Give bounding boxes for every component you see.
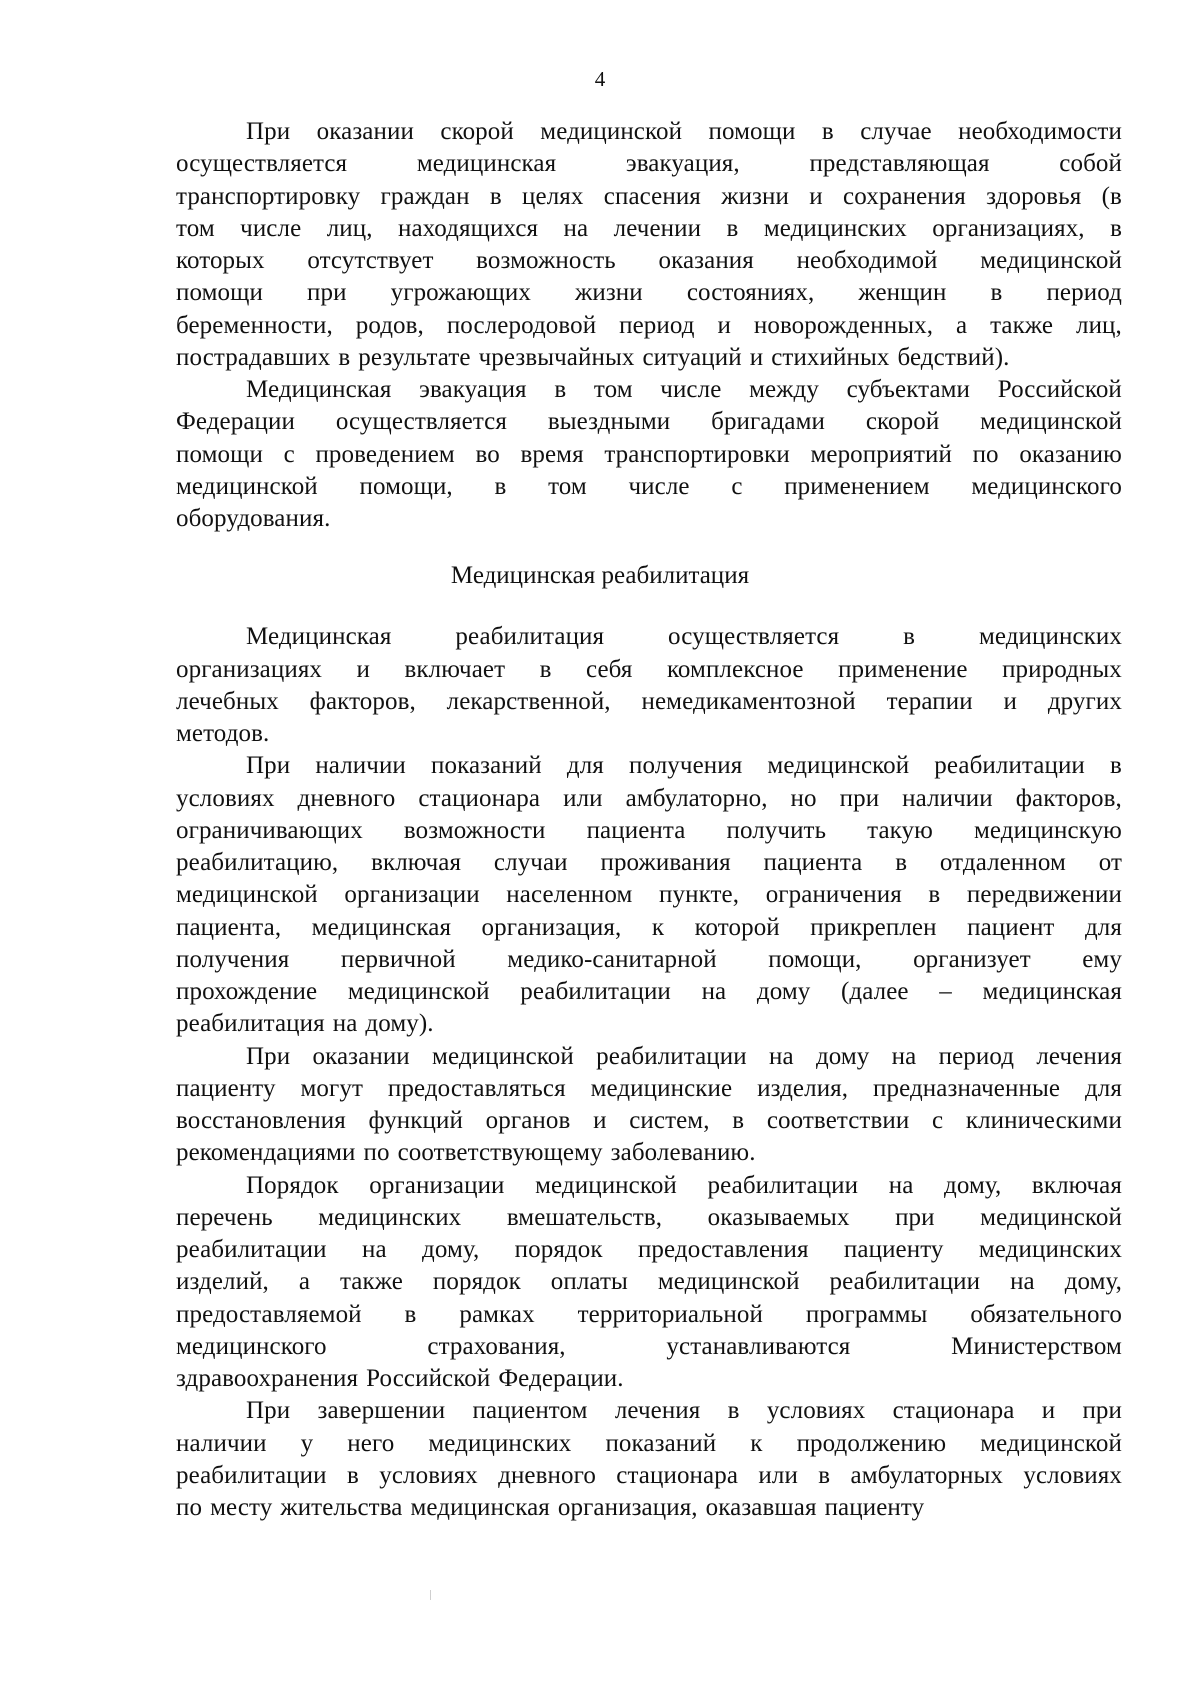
text-line: реабилитации в условиях дневного стационара или в амбулаторных условиях [176,1462,1122,1489]
section-heading: Медицинская реабилитация [450,562,750,590]
text-line: Федерации осуществляется выездными бригадами скорой медицинской [176,408,1122,435]
text-line: ограничивающих возможности пациента получить такую медицинскую [176,817,1122,844]
text-line: лечебных факторов, лекарственной, немедикаментозной терапии и других [176,688,1122,715]
text-line: получения первичной медико-санитарной помощи, организует ему [176,946,1122,973]
text-line: перечень медицинских вмешательств, оказываемых при медицинской [176,1204,1122,1231]
text-line: оборудования. [176,505,331,532]
scan-speck [430,1590,431,1600]
text-line: реабилитацию, включая случаи проживания пациента в отдаленном от [176,849,1122,876]
text-line: условиях дневного стационара или амбулаторно, но при наличии факторов, [176,785,1122,812]
text-line: При оказании медицинской реабилитации на дому на период лечения [246,1043,1122,1070]
text-line: транспортировку граждан в целях спасения жизни и сохранения здоровья (в [176,183,1122,210]
text-line: изделий, а также порядок оплаты медицинской реабилитации на дому, [176,1268,1122,1295]
text-line: здравоохранения Российской Федерации. [176,1365,624,1392]
text-line: медицинской помощи, в том числе с применением медицинского [176,473,1122,500]
page-number: 4 [594,67,606,91]
text-line: пострадавших в результате чрезвычайных ситуаций и стихийных бедствий). [176,344,1010,371]
text-line: том числе лиц, находящихся на лечении в медицинских организациях, в [176,215,1122,242]
text-line: восстановления функций органов и систем, в соответствии с клиническими [176,1107,1122,1134]
text-line: Порядок организации медицинской реабилитации на дому, включая [246,1172,1122,1199]
text-line: предоставляемой в рамках территориальной программы обязательного [176,1301,1122,1328]
text-line: помощи с проведением во время транспортировки мероприятий по оказанию [176,441,1122,468]
text-line: наличии у него медицинских показаний к продолжению медицинской [176,1430,1122,1457]
text-line: реабилитация на дому). [176,1010,434,1037]
text-line: медицинского страхования, устанавливаются Министерством [176,1333,1122,1360]
text-line: прохождение медицинской реабилитации на дому (далее – медицинская [176,978,1122,1005]
text-line: Медицинская реабилитация осуществляется в медицинских [246,623,1122,650]
text-line: методов. [176,720,270,747]
text-line: При наличии показаний для получения медицинской реабилитации в [246,752,1122,779]
text-line: пациента, медицинская организация, к которой прикреплен пациент для [176,914,1122,941]
text-line: осуществляется медицинская эвакуация, представляющая собой [176,150,1122,177]
text-line: пациенту могут предоставляться медицинские изделия, предназначенные для [176,1075,1122,1102]
text-line: При оказании скорой медицинской помощи в случае необходимости [246,118,1122,145]
text-line: по месту жительства медицинская организация, оказавшая пациенту [176,1494,925,1521]
text-line: которых отсутствует возможность оказания необходимой медицинской [176,247,1122,274]
text-line: медицинской организации населенном пункте, ограничения в передвижении [176,881,1122,908]
text-line: организациях и включает в себя комплексное применение природных [176,656,1122,683]
text-line: беременности, родов, послеродовой период и новорожденных, а также лиц, [176,312,1122,339]
text-line: Медицинская эвакуация в том числе между субъектами Российской [246,376,1122,403]
text-line: рекомендациями по соответствующему заболеванию. [176,1139,756,1166]
text-line: реабилитации на дому, порядок предоставления пациенту медицинских [176,1236,1122,1263]
text-line: помощи при угрожающих жизни состояниях, женщин в период [176,279,1122,306]
text-line: При завершении пациентом лечения в условиях стационара и при [246,1397,1122,1424]
